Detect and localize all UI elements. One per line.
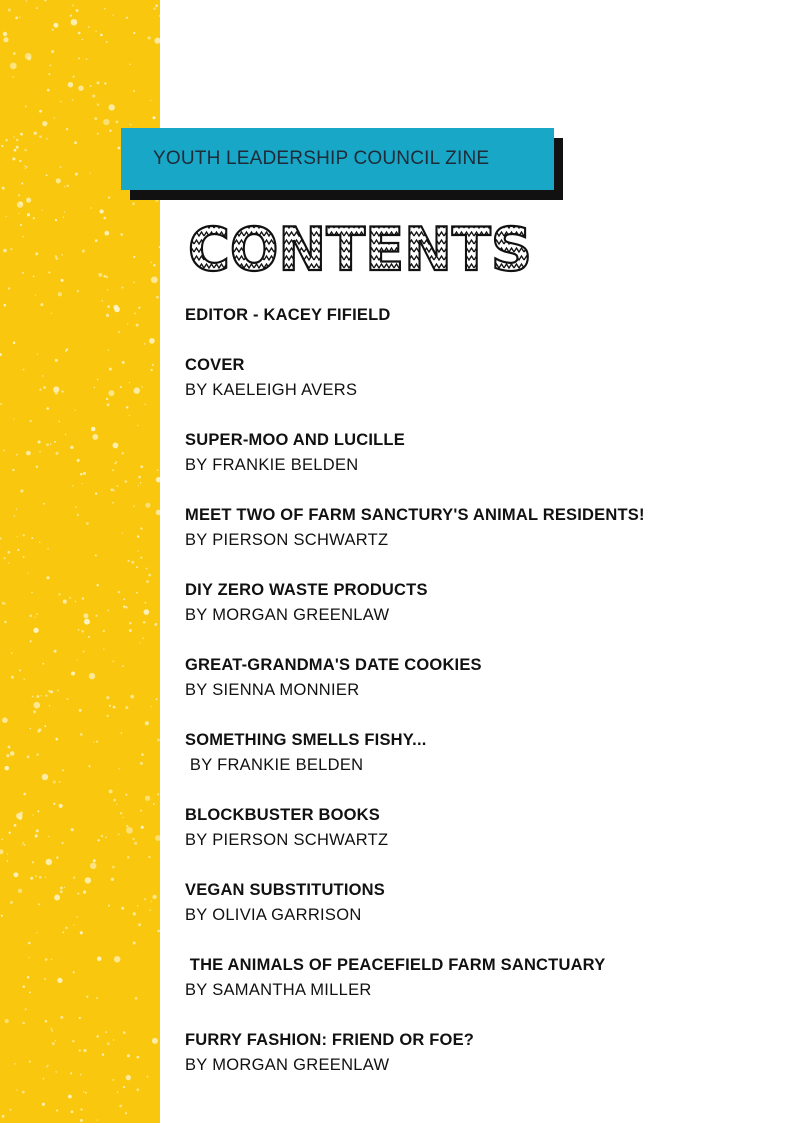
entry-title: BLOCKBUSTER BOOKS bbox=[185, 806, 380, 824]
table-of-contents bbox=[185, 303, 765, 1103]
entry-byline: BY MORGAN GREENLAW bbox=[185, 606, 390, 624]
toc-entry bbox=[185, 353, 765, 403]
entry-title: COVER bbox=[185, 356, 245, 374]
toc-entry bbox=[185, 653, 765, 703]
entry-byline: BY PIERSON SCHWARTZ bbox=[185, 531, 389, 549]
title-banner bbox=[121, 128, 554, 190]
banner-title: YOUTH LEADERSHIP COUNCIL ZINE bbox=[153, 148, 490, 169]
entry-byline: BY FRANKIE BELDEN bbox=[185, 456, 359, 474]
entry-byline: BY SIENNA MONNIER bbox=[185, 681, 360, 699]
entry-title: FURRY FASHION: FRIEND OR FOE? bbox=[185, 1031, 475, 1049]
entry-title: SUPER-MOO AND LUCILLE bbox=[185, 431, 405, 449]
entry-title: DIY ZERO WASTE PRODUCTS bbox=[185, 581, 428, 599]
entry-byline: BY PIERSON SCHWARTZ bbox=[185, 831, 389, 849]
toc-entry bbox=[185, 878, 765, 928]
toc-entry bbox=[185, 728, 765, 778]
entry-byline: BY FRANKIE BELDEN bbox=[185, 756, 364, 774]
editor-line: EDITOR - KACEY FIFIELD bbox=[185, 306, 391, 324]
entry-byline: BY MORGAN GREENLAW bbox=[185, 1056, 390, 1074]
entry-title: VEGAN SUBSTITUTIONS bbox=[185, 881, 385, 899]
contents-heading-text: CONTENTS bbox=[188, 222, 532, 278]
toc-entry bbox=[185, 503, 765, 553]
entry-byline: BY KAELEIGH AVERS bbox=[185, 381, 358, 399]
toc-entry bbox=[185, 953, 765, 1003]
entry-byline: BY SAMANTHA MILLER bbox=[185, 981, 372, 999]
toc-entry bbox=[185, 803, 765, 853]
entry-title: SOMETHING SMELLS FISHY... bbox=[185, 731, 427, 749]
entry-title: GREAT-GRANDMA'S DATE COOKIES bbox=[185, 656, 482, 674]
toc-entry bbox=[185, 428, 765, 478]
entry-title: MEET TWO OF FARM SANCTURY'S ANIMAL RESIDENTS! bbox=[185, 506, 645, 524]
entry-title: THE ANIMALS OF PEACEFIELD FARM SANCTUARY bbox=[185, 956, 606, 974]
toc-entry bbox=[185, 578, 765, 628]
contents-heading bbox=[184, 222, 536, 278]
entry-byline: BY OLIVIA GARRISON bbox=[185, 906, 362, 924]
editor-credit bbox=[185, 303, 765, 328]
toc-entry bbox=[185, 1028, 765, 1078]
